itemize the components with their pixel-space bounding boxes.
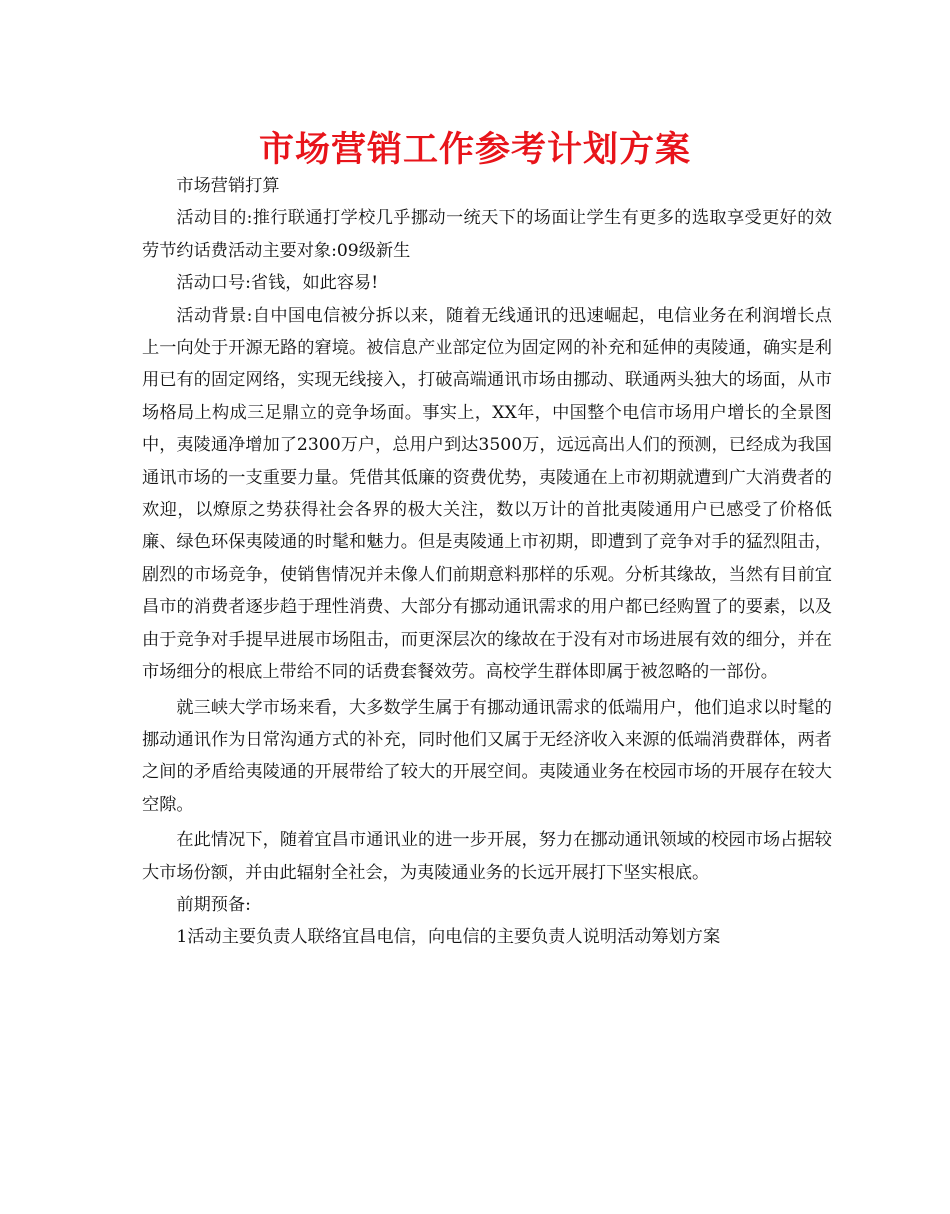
paragraph-step-1: 1活动主要负责人联络宜昌电信，向电信的主要负责人说明活动筹划方案 — [176, 927, 721, 948]
paragraph-background: 活动背景:自中国电信被分拆以来，随着无线通讯的迅速崛起，电信业务在利润增长点上一向处于开源无路的窘境。被信息产业部定位为固定网的补充和延伸的夷陵通，确实是利用已有的固定网络，实现无线接入，打破高端通讯市场由挪动、联通两头独大的场面，从市场格局上构成三足鼎立的竞争场面。事实上，XX年，中国整个电信市场用户增长的全景图中，夷陵通净增加了2300万户，总用户到达3500万，远远高出人们的预测，已经成为我国通讯市场的一支重要力量。凭借其低廉的资费优势，夷陵通在上市初期就遭到广大消费者的欢迎，以燎原之势获得社会各界的极大关注，数以万计的首批夷陵通用户已感受了价格低廉、绿色环保夷陵通的时髦和魅力。但是夷陵通上市初期，即遭到了竞争对手的猛烈阻击，剧烈的市场竞争，使销售情况并未像人们前期意料那样的乐观。分析其缘故，当然有目前宜昌市的消费者逐步趋于理性消费、大部分有挪动通讯需求的用户都已经购置了的要素，以及由于竞争对手提早进展市场阻击，而更深层次的缘故在于没有对市场进展有效的细分，并在市场细分的根底上带给不同的话费套餐效劳。高校学生群体即属于被忽略的一部份。 — [142, 305, 832, 683]
paragraph-purpose: 活动目的:推行联通打学校几乎挪动一统天下的场面让学生有更多的选取享受更好的效劳节约话费活动主要对象:09级新生 — [142, 208, 832, 261]
paragraph-situation: 在此情况下，随着宜昌市通讯业的进一步开展，努力在挪动通讯领域的校园市场占据较大市场份额，并由此辐射全社会，为夷陵通业务的长远开展打下坚实根底。 — [142, 830, 832, 883]
paragraph-market: 就三峡大学市场来看，大多数学生属于有挪动通讯需求的低端用户，他们追求以时髦的挪动通讯作为日常沟通方式的补充，同时他们又属于无经济收入来源的低端消费群体，两者之间的矛盾给夷陵通的开展带给了较大的开展空间。夷陵通业务在校园市场的开展存在较大空隙。 — [142, 697, 832, 815]
paragraph-heading: 市场营销打算 — [176, 176, 280, 196]
document-title: 市场营销工作参考计划方案 — [258, 130, 691, 170]
document-body — [142, 170, 832, 954]
paragraph-preparation: 前期预备: — [176, 894, 251, 915]
paragraph-slogan: 活动口号:省钱，如此容易! — [176, 273, 379, 294]
